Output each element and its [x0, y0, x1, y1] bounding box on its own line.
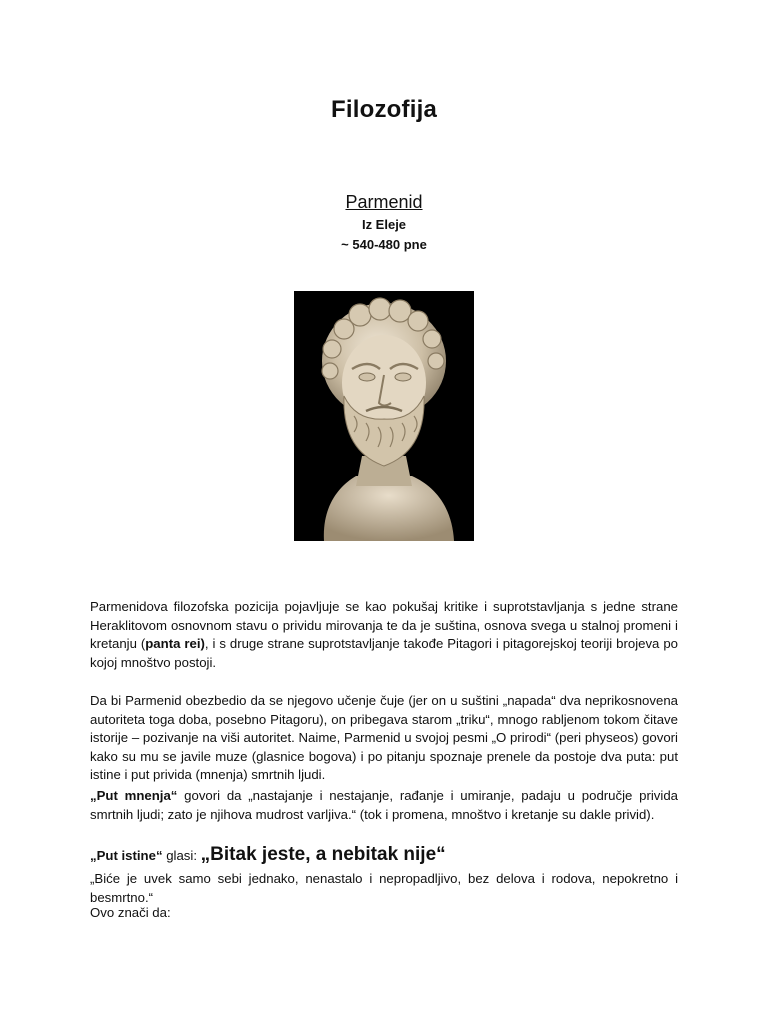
put-istine-label: „Put istine“: [90, 848, 163, 863]
bitak-quote: „Bitak jeste, a nebitak nije“: [200, 844, 446, 865]
paragraph-ovo-znaci: Ovo znači da:: [90, 905, 171, 920]
paragraph-intro: [90, 598, 678, 672]
paragraph-authority: Da bi Parmenid obezbedio da se njegovo učenje čuje (jer on u suštini „napada“ dva neprikosnovena autoriteta toga doba, posebno Pitagoru), on pribegava starom „triku“, mnogo rabljenom tokom čitave istorije – pozivanje na viši autoritet. Naime, Parmenid u svojoj pesmi „O prirodi“ (peri physeos) govori kako su mu se javile muze (glasnice bogova) i po pitanju spoznaje prenele da postoje dva puta: put istine i put privida (mnenja) smrtnih ljudi.: [90, 693, 678, 783]
put-mnenja-label: „Put mnenja“: [90, 788, 178, 803]
bust-icon: [294, 291, 474, 541]
philosopher-origin: Iz Eleje: [361, 217, 407, 232]
paragraph-intro-part1: Parmenidova filozofska pozicija pojavljuje se kao pokušaj kritike i suprotstavljanja s jedne strane Heraklitovom osnovnom stavu o prividu mirovanja te da je suština, osnova svega u stalnoj promeni i kretanju (: [90, 599, 678, 652]
philosopher-dates: ~ 540-480 pne: [341, 237, 427, 252]
put-mnenja-text: govori da „nastajanje i nestajanje, rađanje i umiranje, padaju u područje privida smrtnih ljudi; zato je njihova mudrost varljiva.“ (tok i promena, mnoštvo i kretanje su dakle privid).: [90, 788, 678, 822]
panta-rei-term: panta rei): [145, 636, 205, 652]
paragraph-bice: „Biće je uvek samo sebi jednako, nenastalo i nepropadljivo, bez delova i rodova, nepokretno i besmrtno.“: [90, 871, 678, 905]
put-istine-connector: glasi:: [162, 848, 201, 863]
paragraph-put-istine: [90, 846, 678, 866]
philosopher-name: Parmenid: [345, 192, 423, 212]
bust-portrait-image: [294, 291, 474, 541]
paragraph-intro-part2: , i s druge strane suprotstavljanje takođe Pitagori i pitagorejskoj teoriji brojeva po kojoj mnoštvo postoji.: [90, 636, 678, 670]
document-title: Filozofija: [331, 96, 437, 123]
paragraph-put-mnenja: [90, 787, 678, 824]
